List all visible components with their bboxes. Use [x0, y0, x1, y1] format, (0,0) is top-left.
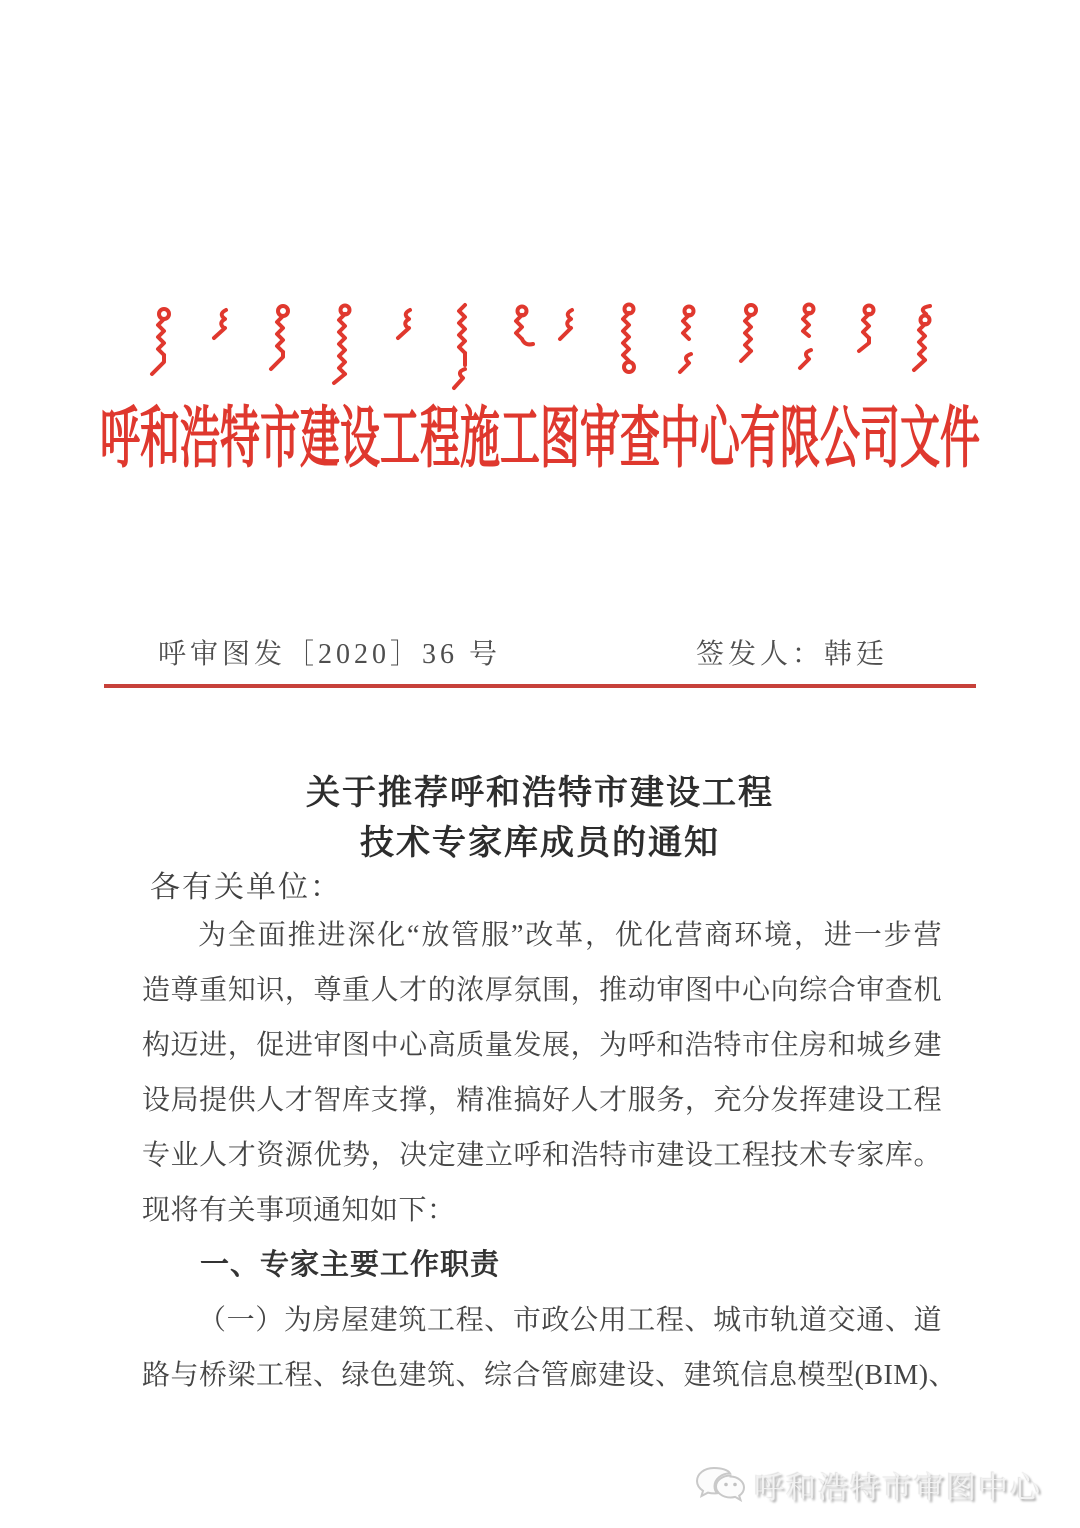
notice-title-line1: 关于推荐呼和浩特市建设工程 — [306, 774, 774, 812]
doc-meta-row — [158, 632, 888, 672]
watermark-label: 呼和浩特市审图中心 — [754, 1472, 1042, 1505]
doc-number: 呼审图发［2020］36 号 — [158, 639, 502, 670]
body-line: 路与桥梁工程、绿色建筑、综合管廊建设、建筑信息模型(BIM)、 — [142, 1360, 958, 1391]
mongolian-script-banner — [140, 300, 940, 405]
org-title: 呼和浩特市建设工程施工图审查中心有限公司文件 — [100, 400, 980, 477]
red-divider — [104, 684, 976, 688]
notice-body — [142, 908, 958, 1403]
wechat-icon — [692, 1460, 748, 1510]
watermark — [692, 1460, 1042, 1510]
signer: 签发人：韩廷 — [695, 639, 888, 670]
body-line: （一）为房屋建筑工程、市政公用工程、城市轨道交通、道 — [198, 1305, 942, 1336]
body-line: 设局提供人才智库支撑，精准搞好人才服务，充分发挥建设工程 — [142, 1085, 942, 1116]
notice-title — [0, 768, 1080, 868]
body-line: 为全面推进深化“放管服”改革，优化营商环境，进一步营 — [198, 920, 942, 951]
section-heading: 一、专家主要工作职责 — [200, 1249, 501, 1281]
body-line: 现将有关事项通知如下： — [142, 1195, 456, 1226]
notice-title-line2: 技术专家库成员的通知 — [360, 824, 720, 862]
body-line: 构迈进，促进审图中心高质量发展，为呼和浩特市住房和城乡建 — [142, 1030, 942, 1061]
body-line: 专业人才资源优势，决定建立呼和浩特市建设工程技术专家库。 — [142, 1140, 942, 1171]
salutation: 各有关单位： — [150, 871, 342, 904]
body-line: 造尊重知识，尊重人才的浓厚氛围，推动审图中心向综合审查机 — [142, 975, 942, 1006]
